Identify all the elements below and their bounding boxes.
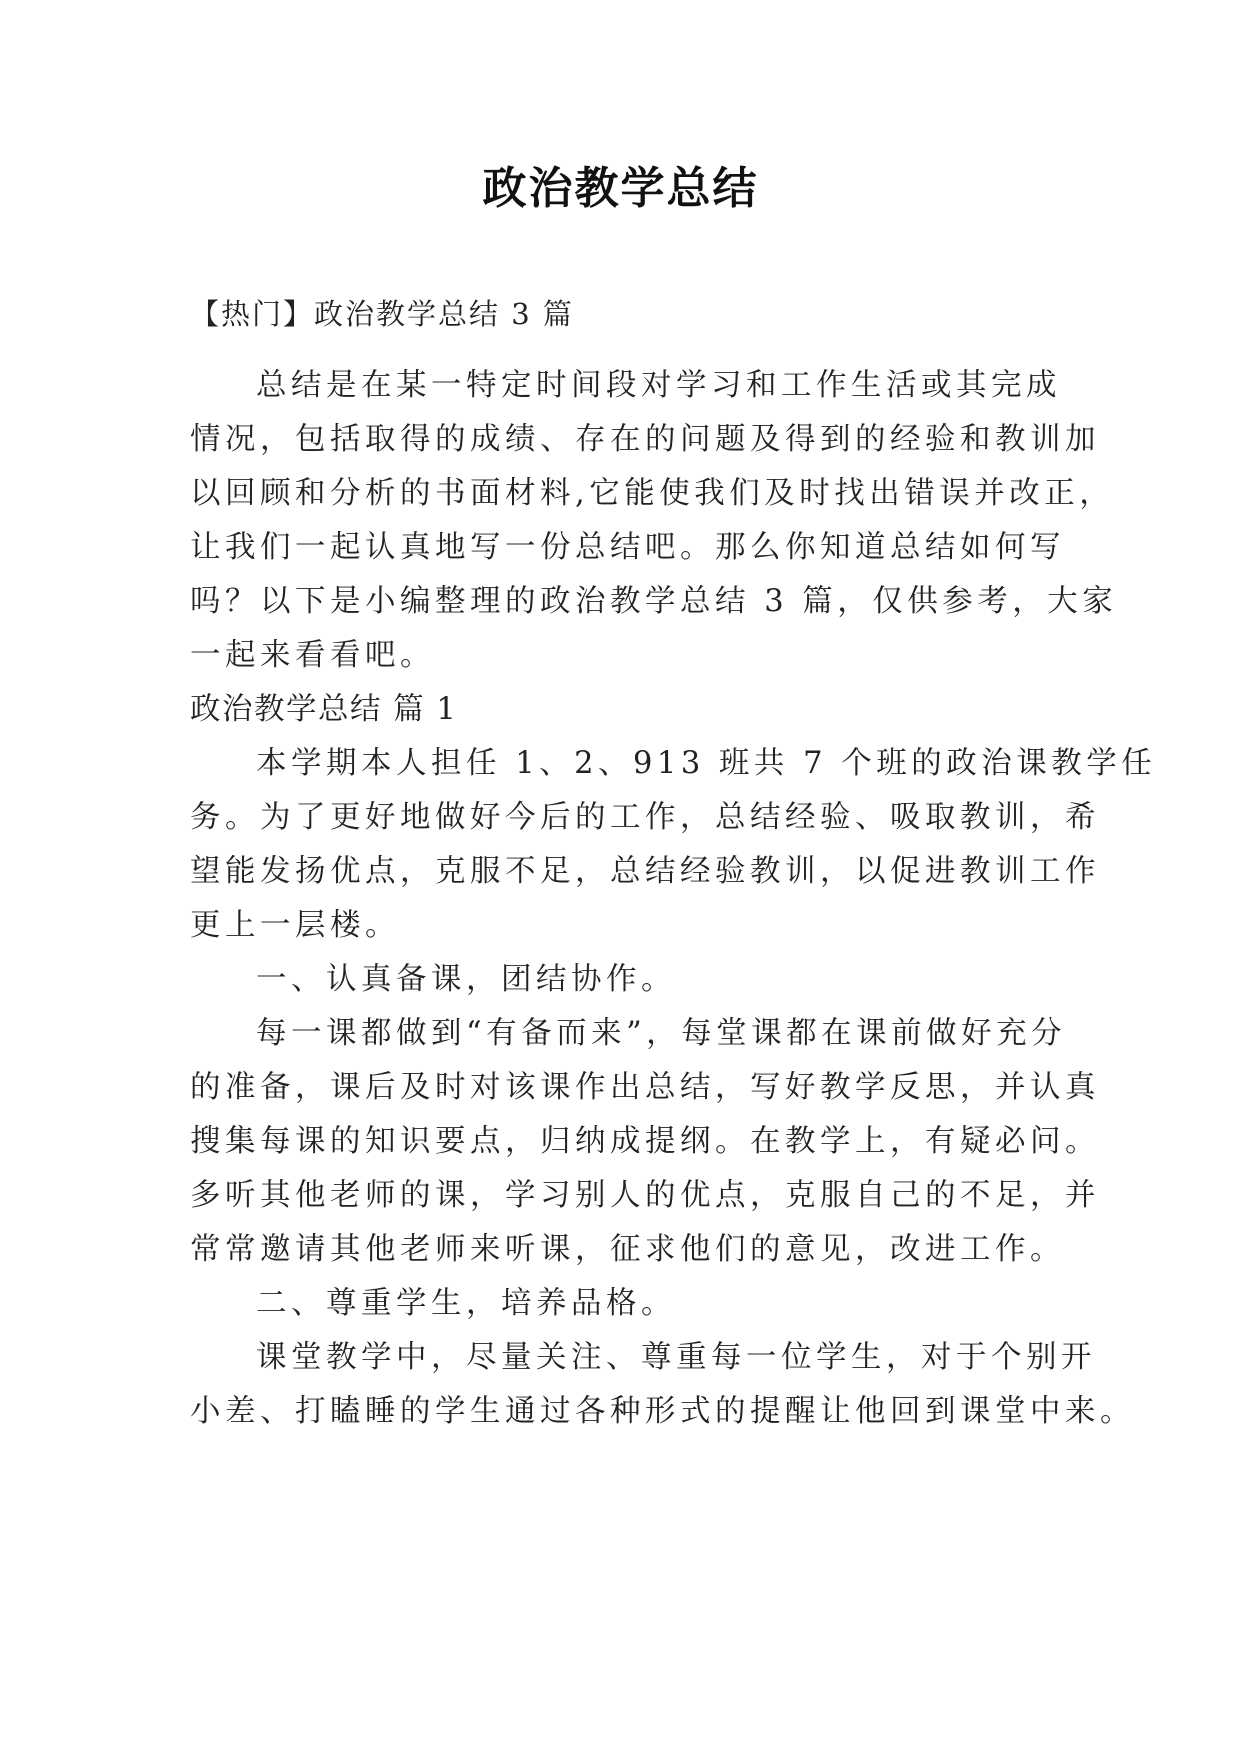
body-line: 更上一层楼。 — [190, 908, 400, 943]
body-line: 情况，包括取得的成绩、存在的问题及得到的经验和教训加 — [190, 422, 1100, 457]
body-line: 搜集每课的知识要点，归纳成提纲。在教学上，有疑必问。 — [190, 1124, 1100, 1159]
body-line: 吗？以下是小编整理的政治教学总结 3 篇，仅供参考，大家 — [190, 584, 1118, 619]
body-line: 让我们一起认真地写一份总结吧。那么你知道总结如何写 — [190, 530, 1065, 565]
document-subtitle: 【热门】政治教学总结 3 篇 — [190, 297, 574, 331]
body-line: 务。为了更好地做好今后的工作，总结经验、吸取教训，希 — [190, 800, 1100, 835]
subheading-2: 二、尊重学生，培养品格。 — [256, 1286, 676, 1321]
document-title: 政治教学总结 — [482, 163, 759, 214]
body-line: 本学期本人担任 1、2、913 班共 7 个班的政治课教学任 — [256, 746, 1157, 781]
body-line: 一起来看看吧。 — [190, 638, 435, 673]
body-line: 每一课都做到“有备而来”，每堂课都在课前做好充分 — [256, 1016, 1067, 1051]
body-line: 总结是在某一特定时间段对学习和工作生活或其完成 — [256, 368, 1061, 403]
body-line: 多听其他老师的课，学习别人的优点，克服自己的不足，并 — [190, 1178, 1100, 1213]
body-line: 小差、打瞌睡的学生通过各种形式的提醒让他回到课堂中来。 — [190, 1394, 1135, 1429]
body-line: 以回顾和分析的书面材料,它能使我们及时找出错误并改正， — [190, 476, 1115, 511]
subheading-1: 一、认真备课，团结协作。 — [256, 962, 676, 997]
section-heading: 政治教学总结 篇 1 — [190, 692, 458, 727]
body-line: 常常邀请其他老师来听课，征求他们的意见，改进工作。 — [190, 1232, 1065, 1267]
body-line: 课堂教学中，尽量关注、尊重每一位学生，对于个别开 — [256, 1340, 1096, 1375]
body-line: 的准备，课后及时对该课作出总结，写好教学反思，并认真 — [190, 1070, 1100, 1105]
body-line: 望能发扬优点，克服不足，总结经验教训，以促进教训工作 — [190, 854, 1100, 889]
